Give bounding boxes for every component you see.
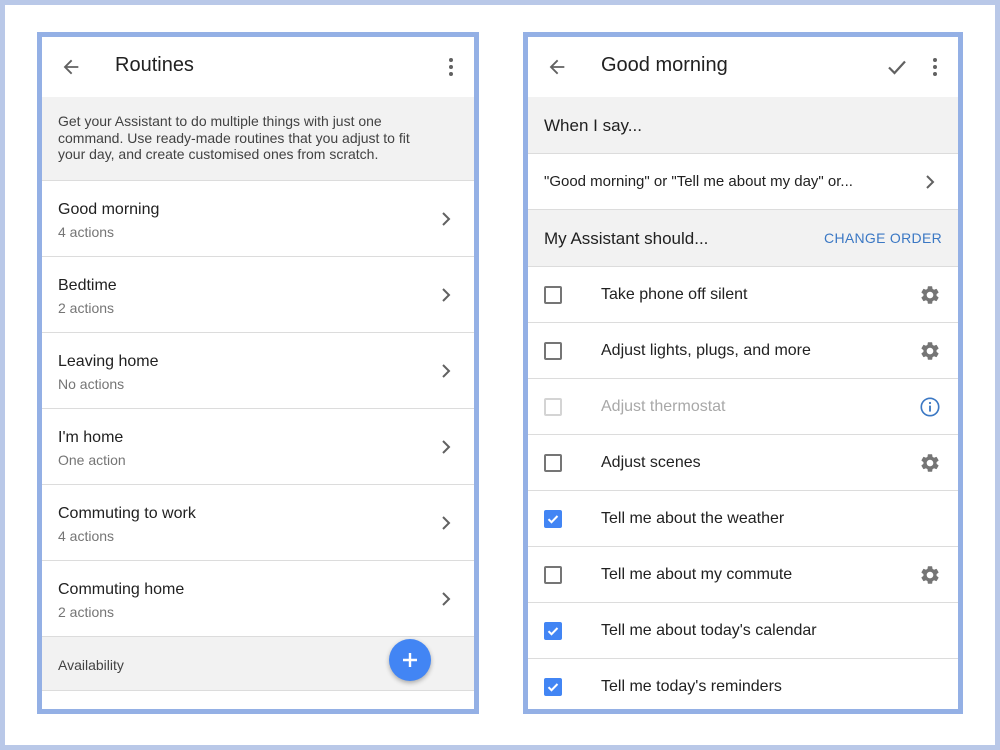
routine-row-bedtime[interactable] bbox=[42, 257, 474, 333]
trigger-phrases-row[interactable] bbox=[528, 154, 958, 210]
availability-label: Availability bbox=[58, 657, 124, 673]
chevron-right-icon bbox=[436, 511, 456, 535]
gear-icon[interactable] bbox=[918, 563, 942, 587]
good-morning-app-bar bbox=[528, 37, 958, 98]
info-icon[interactable] bbox=[918, 395, 942, 419]
action-label: Tell me about the weather bbox=[601, 510, 785, 527]
chevron-right-icon bbox=[436, 435, 456, 459]
action-checkbox[interactable] bbox=[544, 342, 562, 360]
assistant-should-label: My Assistant should... bbox=[544, 229, 709, 248]
action-checkbox-checked[interactable] bbox=[544, 510, 562, 528]
gear-icon[interactable] bbox=[918, 339, 942, 363]
routine-name: Commuting home bbox=[58, 581, 185, 598]
routine-name: Good morning bbox=[58, 201, 160, 218]
assistant-should-section bbox=[528, 210, 958, 267]
routine-list bbox=[42, 181, 474, 637]
routine-action-count: One action bbox=[58, 452, 126, 468]
back-arrow-icon[interactable] bbox=[542, 52, 572, 82]
routine-row-commuting-to-work[interactable] bbox=[42, 485, 474, 561]
action-label: Adjust thermostat bbox=[601, 398, 726, 415]
routine-row-commuting-home[interactable] bbox=[42, 561, 474, 637]
action-row-reminders bbox=[528, 659, 958, 709]
more-vert-icon[interactable] bbox=[922, 52, 948, 82]
routine-action-count: 4 actions bbox=[58, 224, 115, 240]
change-order-button[interactable]: CHANGE ORDER bbox=[824, 230, 942, 246]
action-row-adjust-thermostat bbox=[528, 379, 958, 435]
action-label: Tell me about today's calendar bbox=[601, 622, 817, 639]
routine-action-count: 4 actions bbox=[58, 528, 115, 544]
action-row-weather bbox=[528, 491, 958, 547]
chevron-right-icon bbox=[436, 283, 456, 307]
action-checkbox[interactable] bbox=[544, 566, 562, 584]
routine-name: Commuting to work bbox=[58, 505, 196, 522]
chevron-right-icon bbox=[436, 587, 456, 611]
action-checkbox[interactable] bbox=[544, 286, 562, 304]
action-checkbox-disabled bbox=[544, 398, 562, 416]
action-label: Tell me about my commute bbox=[601, 566, 793, 583]
check-icon[interactable] bbox=[880, 52, 914, 82]
availability-icons-peek bbox=[58, 707, 158, 709]
checkmark-icon bbox=[546, 512, 560, 526]
gear-icon[interactable] bbox=[918, 283, 942, 307]
chevron-right-icon bbox=[920, 170, 940, 194]
action-row-take-phone-off-silent bbox=[528, 267, 958, 323]
action-checkbox[interactable] bbox=[544, 454, 562, 472]
routines-screen bbox=[37, 32, 479, 714]
action-row-calendar bbox=[528, 603, 958, 659]
action-checkbox-checked[interactable] bbox=[544, 678, 562, 696]
checkmark-icon bbox=[546, 680, 560, 694]
action-row-commute bbox=[528, 547, 958, 603]
routines-app-bar bbox=[42, 37, 474, 98]
good-morning-screen bbox=[523, 32, 963, 714]
routine-action-count: No actions bbox=[58, 376, 125, 392]
routine-row-good-morning[interactable] bbox=[42, 181, 474, 257]
routine-row-im-home[interactable] bbox=[42, 409, 474, 485]
routine-name: Leaving home bbox=[58, 353, 159, 370]
page-title: Routines bbox=[115, 54, 194, 76]
action-label: Take phone off silent bbox=[601, 286, 748, 303]
action-row-adjust-lights bbox=[528, 323, 958, 379]
back-arrow-icon[interactable] bbox=[56, 52, 86, 82]
more-vert-icon[interactable] bbox=[438, 52, 464, 82]
action-checkbox-checked[interactable] bbox=[544, 622, 562, 640]
routine-action-count: 2 actions bbox=[58, 300, 115, 316]
when-i-say-section bbox=[528, 97, 958, 154]
action-label: Tell me today's reminders bbox=[601, 678, 782, 695]
gear-icon[interactable] bbox=[918, 451, 942, 475]
trigger-phrases-text: "Good morning" or "Tell me about my day" or... bbox=[544, 173, 853, 190]
routine-row-leaving-home[interactable] bbox=[42, 333, 474, 409]
when-i-say-label: When I say... bbox=[544, 116, 642, 135]
plus-icon bbox=[402, 652, 418, 668]
routine-name: Bedtime bbox=[58, 277, 117, 294]
add-routine-button[interactable] bbox=[389, 639, 431, 681]
action-list bbox=[528, 267, 958, 709]
chevron-right-icon bbox=[436, 207, 456, 231]
action-label: Adjust lights, plugs, and more bbox=[601, 342, 811, 359]
chevron-right-icon bbox=[436, 359, 456, 383]
page-title: Good morning bbox=[601, 54, 728, 76]
routine-action-count: 2 actions bbox=[58, 604, 115, 620]
routines-intro-text: Get your Assistant to do multiple things with just one command. Use ready-made routines that you adjust to fit your day, and create customised ones from scratch. bbox=[42, 97, 474, 181]
routine-name: I'm home bbox=[58, 429, 124, 446]
checkmark-icon bbox=[546, 624, 560, 638]
action-row-adjust-scenes bbox=[528, 435, 958, 491]
action-label: Adjust scenes bbox=[601, 454, 701, 471]
